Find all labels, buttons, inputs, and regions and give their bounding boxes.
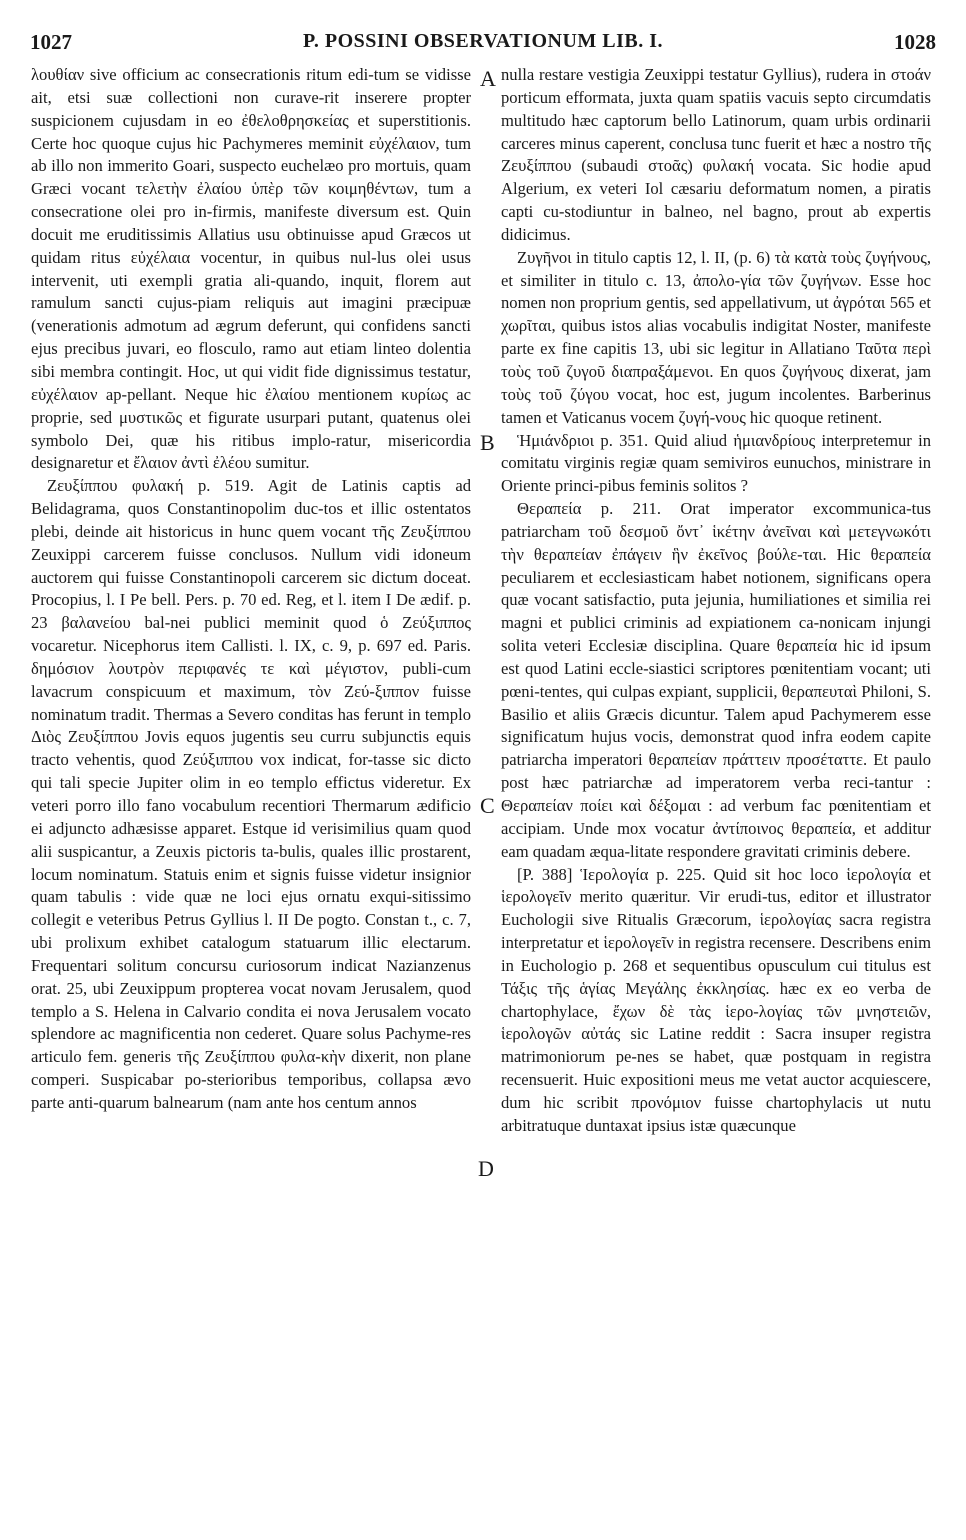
- page-header: [30, 30, 936, 58]
- margin-letter-a: A: [480, 66, 496, 91]
- left-paragraph: λουθίαν sive officium ac consecrationis ritum edi-tum se vidisse ait, etsi suæ collectioni non curave-rit inserere propter suspicionem cujusdam in eo ἐθελοθρησκείας et superstitionis. Certe hoc quoque cujus hic Pachymeres meminit εὐχέλαιον, tum ab illo non immerito Goari, suspecto euchelæo pro mortuis, quam Græci vocant τελετὴν ἐλαίου ὑπὲρ τῶν κοιμηθέντων, tum a consecratione olei pro in-firmis, manifeste diversum est. Quin docuit me eruditissimis Allatius usu obtinuisse apud Græcos ut quidam ritus εὐχέλαια vocentur, in quibus nul-lus olei usus intervenit, uti exempli gratia ali-quando, inquit, florem aut ramulum sancti cujus-piam reliquis aut imagini præcipuæ (venerationis admotum ad ægrum deferunt, qui confidens sancti ejus precibus juvari, eo flosculo, ramo aut etiam linteo dolentia sibi membra contingit. Hoc, ut qui vidit fide dignissimus testatur, εὐχέλαιον ap-pellant. Neque hic ἐλαίου mentionem κυρίως ac proprie, sed μυστικῶς et figurate usurpari putant, quatenus olei symbolo Dei, quæ his ritibus implo-ratur, misericordia designaretur et ἔλαιον ἀντὶ ἐλέου sumitur.: [31, 65, 471, 473]
- page-number-right: 1028: [894, 30, 936, 54]
- right-paragraph: Θεραπεία p. 211. Orat imperator excommunica-tus patriarcham τοῦ δεσμοῦ ὄντ᾽ ἱκέτην ἀνεῖναι καὶ μετεγνωκότι τὴν θεραπείαν ἐπάγειν ἣν ἐκεῖνος βούλε-ται. Hic θεραπεία peculiarem et ecclesiasticam habet notionem, significans opera quæ vocant satisfactio, puta jejunia, humiliationes et similia rei magni et publici criminis ad expiationem ca-nonicam injungi solita veteri Ecclesiæ disciplina. Quare θεραπεία hic id ipsum est quod Latini eccle-siastici scriptores pœnitentiam vocant; uti pœni-tentes, qui culpas expiant, supplicii, θεραπευταὶ Philoni, S. Basilio et aliis Græcis dicuntur. Talem apud Pachymerem esse significatum hujus vocis, demonstrat quod infra eodem capite patriarcha imperatori θεραπείαν πράττειν προσέταττε. Et paulo post hæc patriarchæ ad imperatorem verba reci-tantur : Θεραπείαν ποίει καὶ δέξομαι : ad verbum fac pœnitentiam et accipiam. Unde mox vocatur ἀντίποινος θεραπεία, et additur eam quadam æqua-litate respondere gravitati criminis debere.: [501, 499, 931, 861]
- right-paragraph: [P. 388] Ἱερολογία p. 225. Quid sit hoc loco ἱερολογία et ἱερολογεῖν merito quæritur. Vir erudi-tus, editor et illustrator Euchologii sive Ritualis Græcorum, ἱερολογίας sacra registra interpretatur et ἱερολογεῖν in registra recensere. Describens enim in Euchologio p. 268 et sequentibus opusculum cui titulus est Τάξις τῆς ἁγίας Μεγάλης ἐκκλησίας. hæc ex eo verba de chartophylace, ἔχων δὲ τὰς ἱερο-λογίας τῶν μνηστειῶν, ἱερολογῶν αὐτάς sic Latine reddit : Sacra insuper registra matrimoniorum pe-nes se habet, quæ postquam in registra recensuerit. Huic expositioni meus me vetat auctor acquiescere, dum hic scribit προνόμιον fuisse chartophylacis ut nutu arbitratuque duntaxat ipsius istæ quæcunque: [501, 864, 931, 1135]
- left-column: [31, 64, 471, 1115]
- running-title: P. POSSINI OBSERVATIONUM LIB. I.: [302, 30, 664, 52]
- right-paragraph: Ζυγῆνοι in titulo captis 12, l. II, (p. 6) τὰ κατὰ τοὺς ζυγήνους, et similiter in titulo c. 13, ἀπολο-γία τῶν ζυγήνων. Esse hoc nomen non proprium gentis, sed appellativum, ut ἀγρόται 565 et χωρῖται, quibus istos alias vocabulis indigitat Noster, manifeste parte ex fine capitis 13, ubi sic legitur in Allatiano Ταῦτα περὶ τοὺς τοῦ ζυγοῦ διαπραξάμενοι. En quos ζυγήνους dixerat, jam τοὺς τοῦ ζύγου vocat, hoc est, jugum incolentes. Barberinus tamen et Vaticanus vocem ζυγή-νους hic quoque retinent.: [501, 247, 931, 427]
- margin-letter-b: B: [480, 430, 495, 455]
- right-column: [501, 64, 931, 1138]
- margin-letter-c: C: [480, 793, 495, 818]
- left-paragraph: Ζευξίππου φυλακή p. 519. Agit de Latinis captis ad Belidagrama, quos Constantinopolim duc-tos et illic ostentatos plebi, deinde ait historicus in hunc quem vocant τῆς Ζευξίππου Zeuxippi carcerem fuisse conclusos. Nullum vidi idoneum auctorem qui fuisse Constantinopoli carcerem sic dictum doceat. Procopius, l. I Pe bell. Pers. p. 70 ed. Reg, et l. item I De ædif. p. 23 βαλανείου bal-nei publici meminit quod ὁ Ζεύξιππος vocaretur. Nicephorus item Callisti. l. IX, c. 9, p. 697 ed. Paris. δημόσιον λουτρὸν περιφανές τε καὶ μέγιστον, publi-cum lavacrum conspicuum et maximum, τὸν Ζεύ-ξιππον fuisse nominatum tradit. Thermas a Severo conditas has ferunt in templo Διὸς Ζευξίππου Jovis equos jugentis seu curru subjunctis equis tracto vehentis, quod Ζεύξιππου vox indicat, for-tasse sic dicto qui tali specie Jupiter olim in eo templo effictus videretur. Ex veteri porro illo fano vocabulum recentiori Thermarum ædificio ei adjuncto adhæsisse apparet. Estque id verisimilius quam quod alii suspicantur, a Zeuxis pictoris ta-bulis, quales illic prostarent, locum nominatum. Statuis enim et signis fuisse videtur insignior quam tabulis : vide quæ ne loci ejus ornatu exqui-sitissimo collegit e veteribus Petrus Gyllius l. II De pogto. Constan t., c. 7, ubi prolixum exhibet catalogum statuarum illic electarum. Frequentari solitum concursu curiosorum indicat Nazianzenus orat. 25, ubi Zeuxippum propterea vocat novam Jerusalem, quod templo a S. Helena in Calvario condita ei nova Jerusalem vocato splendore ac magnificentia non cederet. Quare solus Pachyme-res articulo fem. generis τῆς Ζευξίππου φυλα-κὴν dixerit, non plane comperi. Suspicabar po-sterioribus temporibus, collapsa ævo parte anti-quarum balnearum (nam ante hos centum annos: [31, 476, 471, 1112]
- margin-letter-d: D: [478, 1156, 494, 1181]
- right-paragraph: nulla restare vestigia Zeuxippi testatur Gyllius), rudera in στοάν porticum efformata, juxta quam spatiis vacuis septo circumdatis multitudo hæc captorum bello Latinorum, quam urbis ordinarii carceres minus caperent, conclusa tunc fuerit et hæc a nostro τῆς Ζευξίππου (subaudi στοᾶς) φυλακή vocata. Sic hodie apud Algerium, ex veteri Iol cæsariu deformatum nomen, a piratis capti cu-stodiuntur in balneo, nel bagno, prout ab expertis didicimus.: [501, 65, 931, 244]
- right-paragraph: Ἡμιάνδριοι p. 351. Quid aliud ἡμιανδρίους interpretemur in comitatu virginis regiæ quam semiviros eunuchos, ministrare in Oriente princi-pibus feminis solitos ?: [501, 430, 931, 496]
- page-number-left: 1027: [30, 30, 72, 54]
